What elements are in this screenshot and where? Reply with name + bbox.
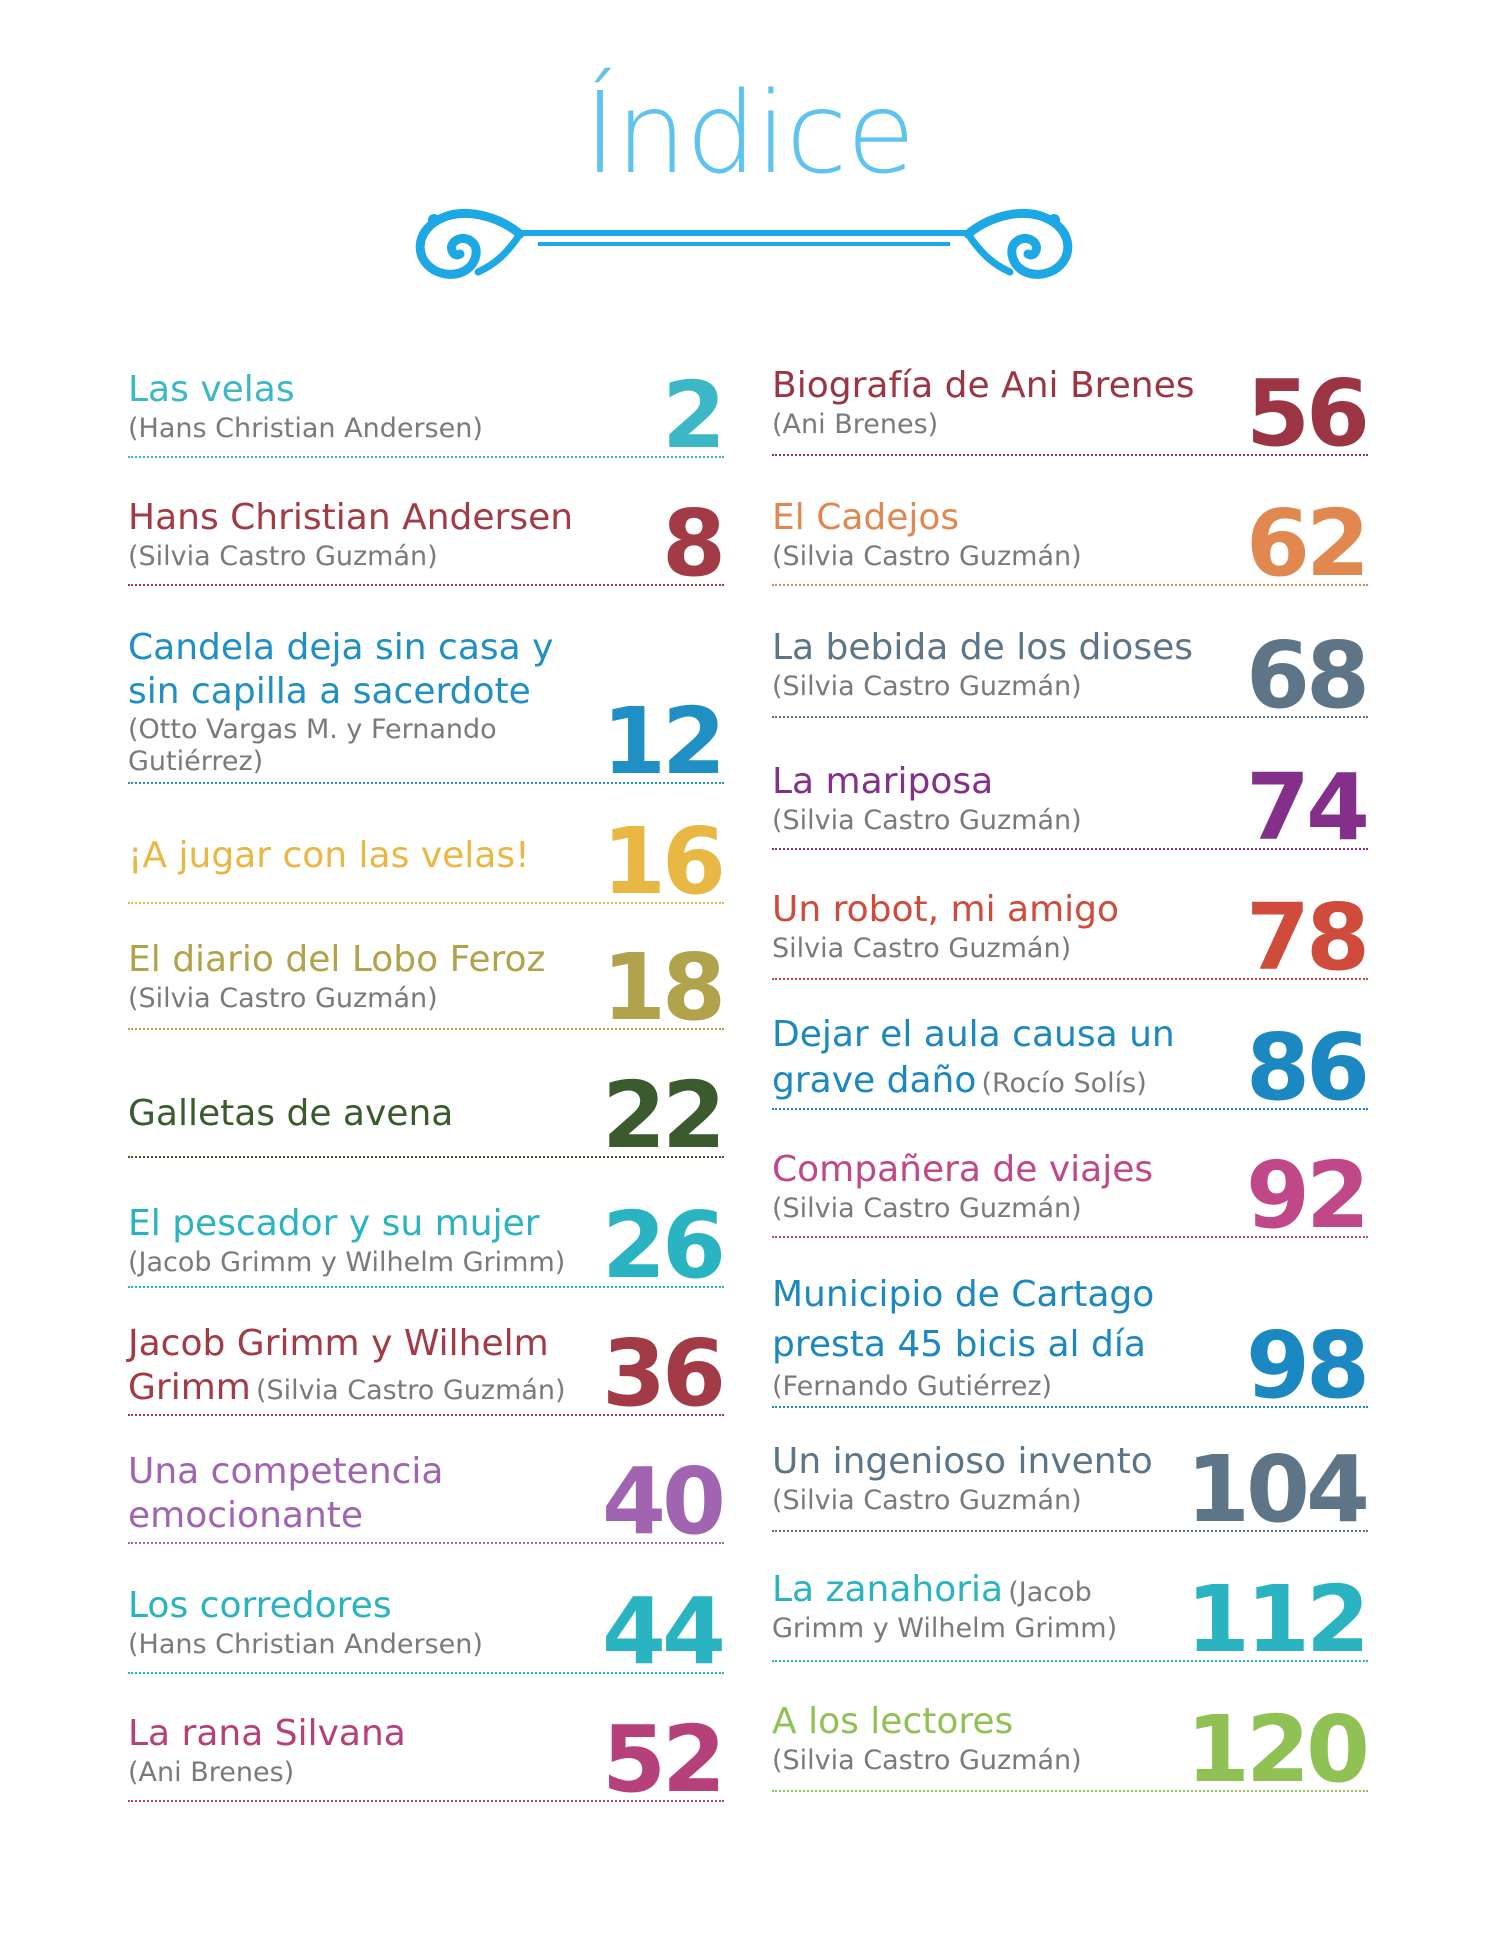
- entry-author: (Silvia Castro Guzmán): [772, 1745, 1082, 1776]
- entry-author: (Rocío Solís): [981, 1068, 1147, 1099]
- entry-page-number: 74: [1245, 754, 1366, 861]
- entry-title: ¡A jugar con las velas!: [128, 835, 530, 876]
- entry-author: Silvia Castro Guzmán): [772, 933, 1072, 964]
- toc-entry[interactable]: [772, 1270, 1368, 1419]
- entry-page-number: 52: [601, 1706, 722, 1813]
- toc-entry[interactable]: [772, 360, 1368, 467]
- toc-entry[interactable]: [772, 1436, 1368, 1543]
- entry-author: (Silvia Castro Guzmán): [128, 983, 438, 1014]
- entry-author: (Silvia Castro Guzmán): [772, 541, 1082, 572]
- entry-author: (Ani Brenes): [772, 409, 939, 440]
- toc-entry[interactable]: [128, 362, 724, 469]
- entry-page-number: 104: [1185, 1436, 1366, 1543]
- toc-entry[interactable]: [128, 1320, 724, 1427]
- toc-entry[interactable]: [128, 1192, 724, 1299]
- entry-title: El pescador y su mujer: [128, 1203, 540, 1244]
- entry-title: La zanahoria: [772, 1569, 1004, 1610]
- entry-title: El Cadejos: [772, 497, 960, 538]
- toc-entry[interactable]: [128, 808, 724, 915]
- entry-page-number: 98: [1245, 1312, 1366, 1419]
- entry-author: (Silvia Castro Guzmán): [772, 805, 1082, 836]
- entry-title: Los corredores: [128, 1585, 392, 1626]
- entry-page-number: 18: [601, 934, 722, 1041]
- entry-title: Un robot, mi amigo: [772, 889, 1120, 930]
- entry-author: (Silvia Castro Guzmán): [772, 1193, 1082, 1224]
- toc-entry[interactable]: [772, 1142, 1368, 1249]
- entry-page-number: 112: [1185, 1566, 1366, 1673]
- entry-author: (Jacob Grimm y Wilhelm Grimm): [128, 1247, 566, 1278]
- entry-page-number: 36: [601, 1320, 722, 1427]
- entry-page-number: 120: [1185, 1696, 1366, 1803]
- toc-entry[interactable]: [128, 1448, 724, 1555]
- entry-title: A los lectores: [772, 1701, 1014, 1742]
- entry-page-number: 12: [601, 688, 722, 795]
- entry-author: (Silvia Castro Guzmán): [255, 1375, 566, 1406]
- entry-author: (Otto Vargas M. y Fernando Gutiérrez): [128, 714, 497, 777]
- entry-title: Compañera de viajes: [772, 1149, 1154, 1190]
- entry-title: Un ingenioso invento: [772, 1441, 1153, 1482]
- entry-page-number: 26: [601, 1192, 722, 1299]
- header: [0, 0, 1498, 300]
- entry-title: Las velas: [128, 369, 295, 410]
- page-title: Índice: [583, 69, 915, 199]
- entry-page-number: 2: [661, 362, 722, 469]
- toc-entry[interactable]: [128, 1062, 724, 1169]
- scroll-ornament-icon: [408, 196, 1080, 286]
- entry-page-number: 68: [1245, 622, 1366, 729]
- entry-page-number: 8: [661, 490, 722, 597]
- toc-entry[interactable]: [772, 622, 1368, 729]
- toc-entry[interactable]: [772, 1566, 1368, 1673]
- entry-author: (Silvia Castro Guzmán): [128, 541, 438, 572]
- entry-page-number: 56: [1245, 360, 1366, 467]
- toc-entry[interactable]: [128, 1706, 724, 1813]
- entry-author: (Ani Brenes): [128, 1757, 295, 1788]
- toc-entry[interactable]: [128, 490, 724, 597]
- entry-page-number: 44: [601, 1578, 722, 1685]
- toc-entry[interactable]: [128, 1578, 724, 1685]
- entry-page-number: 40: [601, 1448, 722, 1555]
- entry-title: Dejar el aula causa un grave daño: [772, 1014, 1175, 1101]
- entry-title: Candela deja sin casa y sin capilla a sacerdote: [128, 627, 554, 712]
- entry-title: La rana Silvana: [128, 1713, 406, 1754]
- entry-page-number: 16: [601, 808, 722, 915]
- toc-entry[interactable]: [772, 490, 1368, 597]
- toc-entry[interactable]: [128, 626, 724, 795]
- entry-page-number: 62: [1245, 490, 1366, 597]
- entry-author: (Hans Christian Andersen): [128, 413, 483, 444]
- entry-page-number: 78: [1245, 884, 1366, 991]
- entry-title: La bebida de los dioses: [772, 627, 1193, 668]
- entry-page-number: 86: [1245, 1014, 1366, 1121]
- entry-author: (Silvia Castro Guzmán): [772, 671, 1082, 702]
- entry-title: El diario del Lobo Feroz: [128, 939, 546, 980]
- toc-entry[interactable]: [772, 1012, 1368, 1121]
- entry-author: (Silvia Castro Guzmán): [772, 1485, 1082, 1516]
- entry-title: Biografía de Ani Brenes: [772, 365, 1195, 406]
- entry-title: Galletas de avena: [128, 1093, 454, 1134]
- entry-page-number: 22: [601, 1062, 722, 1169]
- toc-entry[interactable]: [772, 884, 1368, 991]
- entry-title: Hans Christian Andersen: [128, 497, 574, 538]
- entry-page-number: 92: [1245, 1142, 1366, 1249]
- entry-title: La mariposa: [772, 761, 994, 802]
- entry-author: (Jacob Grimm y Wilhelm Grimm): [772, 1577, 1118, 1644]
- toc-entry[interactable]: [772, 754, 1368, 861]
- entry-title: Una competencia emocionante: [128, 1451, 444, 1536]
- entry-title: Municipio de Cartago presta 45 bicis al día: [772, 1274, 1155, 1365]
- toc-entry[interactable]: [772, 1696, 1368, 1803]
- entry-author: (Hans Christian Andersen): [128, 1629, 483, 1660]
- toc-entry[interactable]: [128, 934, 724, 1041]
- entry-author: (Fernando Gutiérrez): [772, 1371, 1053, 1402]
- entry-title: Jacob Grimm y Wilhelm Grimm: [128, 1323, 549, 1408]
